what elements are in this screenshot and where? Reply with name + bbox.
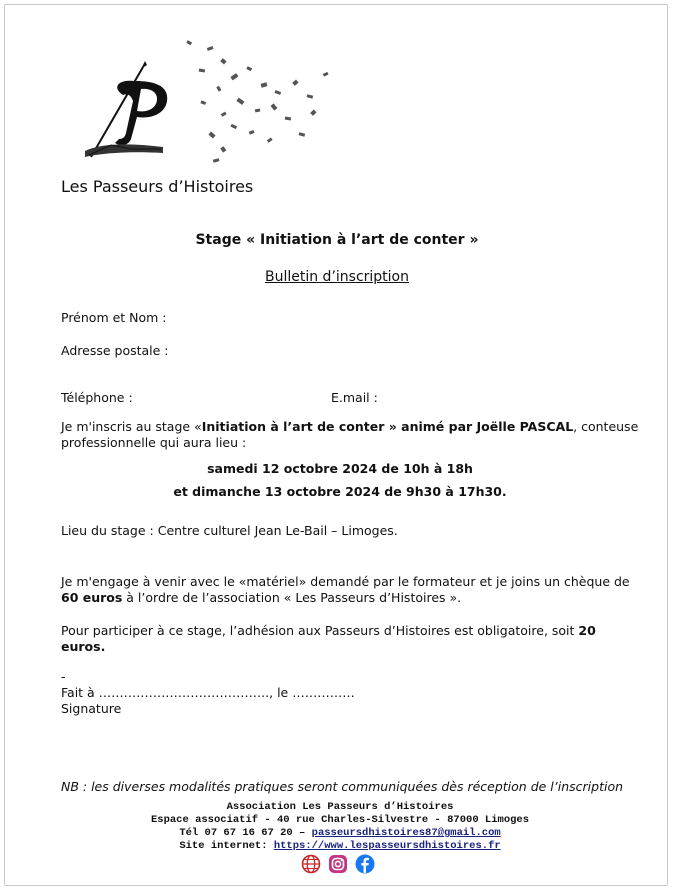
- footer-site: Site internet: https://www.lespasseursdhistoires.fr: [179, 840, 501, 852]
- footer-address: Espace associatif - 40 rue Charles-Silvestre - 87000 Limoges: [150, 814, 530, 826]
- membership-text: Pour participer à ce stage, l’adhésion aux Passeurs d’Histoires est obligatoire, soit 20 euros.: [61, 623, 596, 654]
- globe-icon[interactable]: [300, 853, 321, 874]
- registration-text: Je m'inscris au stage «Initiation à l’art de conter » animé par Joëlle PASCAL, conteuse professionnelle qui aura lieu :: [61, 419, 639, 450]
- instagram-icon[interactable]: [327, 853, 348, 874]
- org-title: Les Passeurs d’Histoires: [61, 177, 254, 196]
- email-field-label: E.mail :: [331, 390, 378, 405]
- website-link[interactable]: https://www.lespasseursdhistoires.fr: [273, 840, 501, 852]
- email-link[interactable]: passeursdhistoires87@gmail.com: [311, 827, 501, 839]
- date-line-1: samedi 12 octobre 2024 de 10h à 18h: [207, 461, 473, 476]
- form-title: Bulletin d’inscription: [264, 269, 409, 285]
- facebook-icon[interactable]: [354, 853, 375, 874]
- note-text: NB : les diverses modalités pratiques seront communiquées dès réception de l’inscription: [61, 779, 624, 794]
- signature-block: - Fait à ………………………………….., le …………… Signature: [61, 669, 355, 716]
- footer-line-1: Association Les Passeurs d’Histoires: [226, 801, 454, 813]
- name-field-label: Prénom et Nom :: [61, 310, 167, 325]
- commitment-text: Je m'engage à venir avec le «matériel» demandé par le formateur et je joins un chèque de 60 euros à l’ordre de l’association « Les Passeurs d’Histoires ».: [61, 574, 630, 605]
- location-text: Lieu du stage : Centre culturel Jean Le-Bail – Limoges.: [61, 523, 398, 538]
- phone-field-label: Téléphone :: [61, 390, 133, 405]
- date-line-2: et dimanche 13 octobre 2024 de 9h30 à 17h30.: [173, 484, 507, 499]
- footer-contact: Tél 07 67 16 67 20 – passeursdhistoires87@gmail.com: [179, 827, 501, 839]
- address-field-label: Adresse postale :: [61, 343, 169, 358]
- stage-title: Stage « Initiation à l’art de conter »: [195, 232, 479, 248]
- registration-form-page: [4, 4, 668, 886]
- social-icons: [300, 853, 375, 874]
- quill-p-logo-icon: [71, 39, 341, 169]
